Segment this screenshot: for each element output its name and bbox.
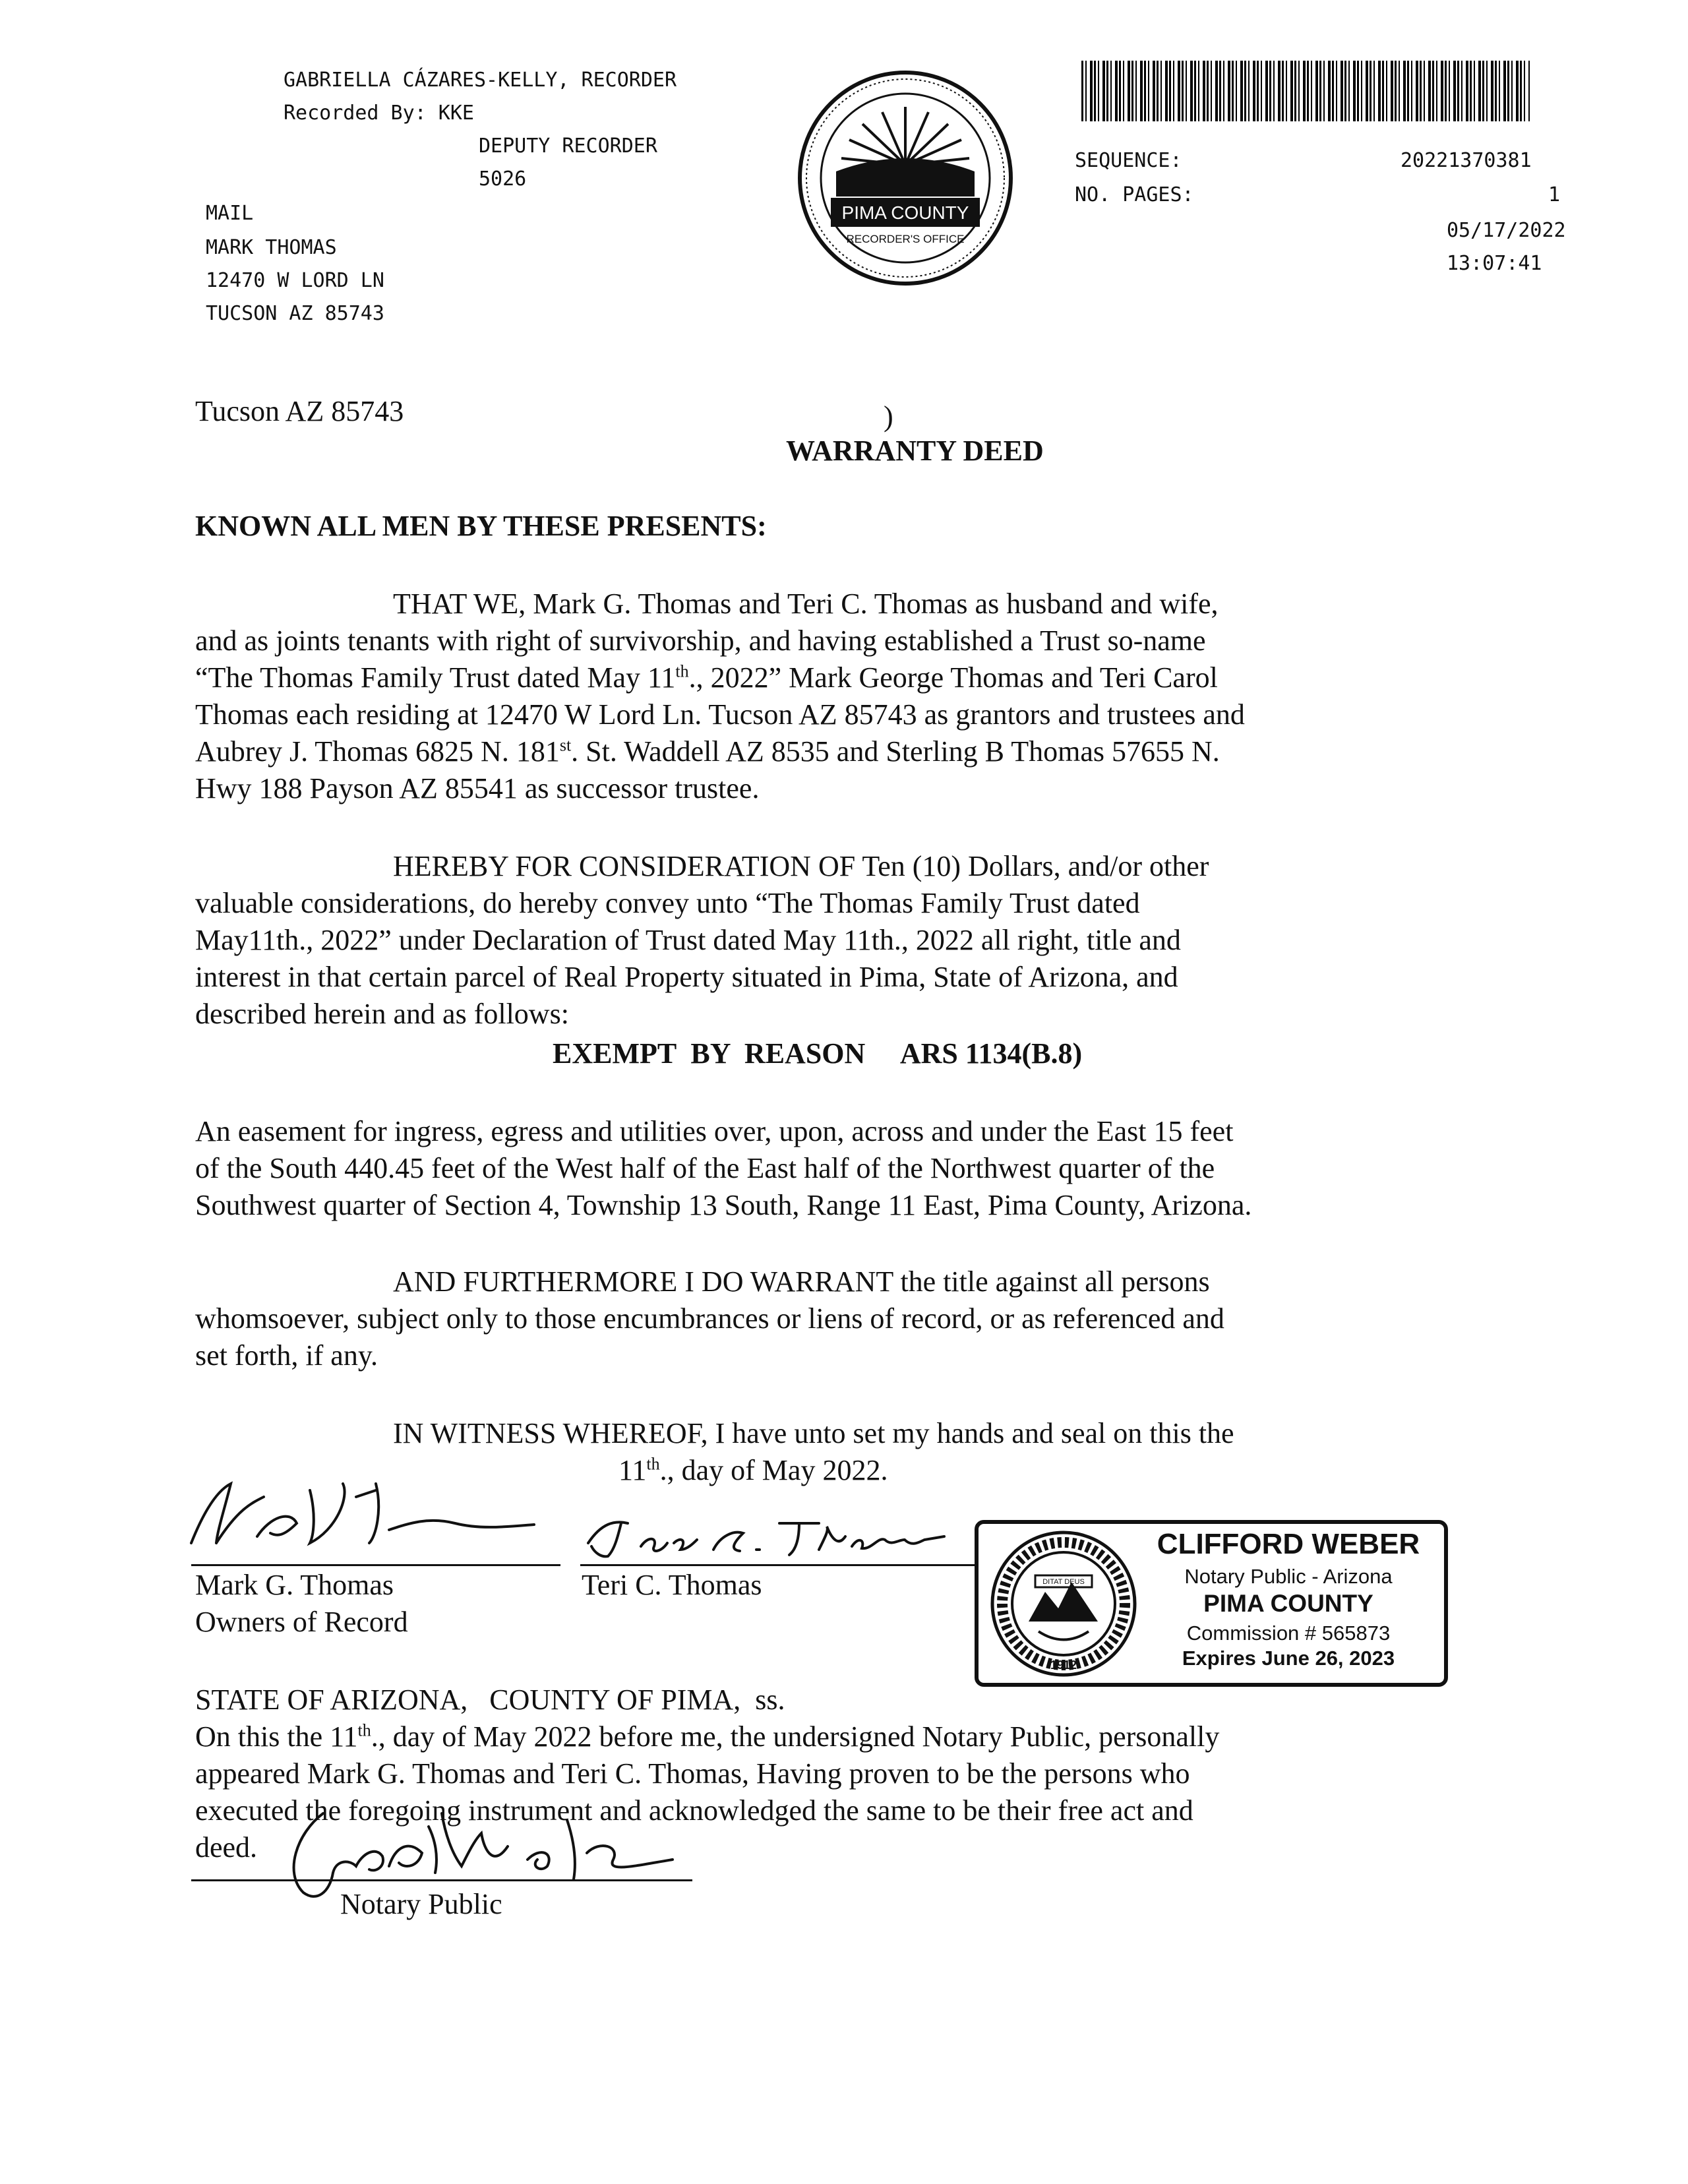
- ack-line: appeared Mark G. Thomas and Teri C. Thomas, Having proven to be the persons who: [195, 1757, 1190, 1790]
- return-city: Tucson AZ 85743: [195, 395, 404, 427]
- recording-date: 05/17/2022: [1447, 219, 1566, 242]
- caption-paren: ): [884, 400, 893, 433]
- sequence-label: SEQUENCE:: [1075, 149, 1182, 172]
- p1-line: “The Thomas Family Trust dated May 11th., 2022” Mark George Thomas and Teri Carol: [195, 661, 1218, 694]
- ack-line: On this the 11th., day of May 2022 before me, the undersigned Notary Public, personally: [195, 1720, 1220, 1753]
- seal-office: RECORDER'S OFFICE: [846, 233, 965, 245]
- legal-description-line: Southwest quarter of Section 4, Township 13 South, Range 11 East, Pima County, Arizona.: [195, 1189, 1252, 1221]
- signature-teri-thomas: [582, 1510, 951, 1563]
- legal-description-line: of the South 440.45 feet of the West half of the East half of the Northwest quarter of the: [195, 1152, 1215, 1184]
- ack-line: deed.: [195, 1831, 258, 1864]
- p2-line: valuable considerations, do hereby convey unto “The Thomas Family Trust dated: [195, 887, 1140, 919]
- signature-line-mark: [191, 1564, 560, 1566]
- notary-public-label: Notary Public: [340, 1888, 502, 1920]
- notary-stamp-title: Notary Public - Arizona: [1184, 1565, 1393, 1588]
- p1-line: Aubrey J. Thomas 6825 N. 181st. St. Waddell AZ 8535 and Sterling B Thomas 57655 N.: [195, 735, 1220, 768]
- notary-stamp-name: CLIFFORD WEBER: [1157, 1528, 1420, 1560]
- deed-opening: KNOWN ALL MEN BY THESE PRESENTS:: [195, 510, 767, 542]
- mail-city: TUCSON AZ 85743: [206, 302, 384, 325]
- p2-line: HEREBY FOR CONSIDERATION OF Ten (10) Dollars, and/or other: [393, 850, 1209, 882]
- deed-title: WARRANTY DEED: [786, 435, 1044, 467]
- deputy-recorder: DEPUTY RECORDER: [479, 135, 657, 158]
- ack-line: executed the foregoing instrument and acknowledged the same to be their free act and: [195, 1794, 1193, 1827]
- recording-barcode: [1081, 61, 1530, 121]
- seal-county: PIMA COUNTY: [841, 202, 969, 223]
- p4-line: AND FURTHERMORE I DO WARRANT the title against all persons: [393, 1265, 1210, 1298]
- p1-line: and as joints tenants with right of survivorship, and having established a Trust so-name: [195, 624, 1206, 657]
- signer-teri-thomas: Teri C. Thomas: [582, 1569, 762, 1601]
- arizona-state-seal: [989, 1529, 1138, 1678]
- witness-line: IN WITNESS WHEREOF, I have unto set my hands and seal on this the: [393, 1417, 1234, 1449]
- signature-mark-thomas: [178, 1471, 547, 1556]
- mail-street: 12470 W LORD LN: [206, 269, 384, 292]
- p1-line: THAT WE, Mark G. Thomas and Teri C. Thomas as husband and wife,: [393, 588, 1219, 620]
- mail-name: MARK THOMAS: [206, 236, 337, 259]
- owners-of-record: Owners of Record: [195, 1606, 408, 1638]
- signature-line-notary: [191, 1879, 692, 1881]
- recorder-name: GABRIELLA CÁZARES-KELLY, RECORDER: [284, 69, 677, 92]
- p4-line: set forth, if any.: [195, 1339, 378, 1372]
- sequence-number: 20221370381: [1401, 149, 1532, 172]
- pages-label: NO. PAGES:: [1075, 183, 1194, 206]
- notary-stamp-expires: Expires June 26, 2023: [1182, 1647, 1395, 1670]
- deputy-number: 5026: [479, 167, 527, 191]
- recording-time: 13:07:41: [1447, 252, 1542, 275]
- pima-county-seal: [797, 66, 1014, 290]
- pages-count: 1: [1548, 183, 1561, 206]
- p1-line: Hwy 188 Payson AZ 85541 as successor trustee.: [195, 772, 760, 804]
- witness-date: 11th., day of May 2022.: [618, 1454, 888, 1486]
- exempt-reason: EXEMPT BY REASON ARS 1134(B.8): [553, 1037, 1083, 1070]
- p2-line: interest in that certain parcel of Real Property situated in Pima, State of Arizona, and: [195, 961, 1178, 993]
- p2-line: described herein and as follows:: [195, 998, 569, 1030]
- p4-line: whomsoever, subject only to those encumbrances or liens of record, or as referenced and: [195, 1302, 1224, 1335]
- mail-label: MAIL: [206, 202, 254, 225]
- p1-line: Thomas each residing at 12470 W Lord Ln. Tucson AZ 85743 as grantors and trustees and: [195, 698, 1245, 731]
- seal-motto: DITAT DEUS: [1042, 1578, 1085, 1586]
- signature-line-teri: [580, 1564, 976, 1566]
- recorded-by: Recorded By: KKE: [284, 102, 474, 125]
- svg-text:1912: 1912: [1050, 1658, 1077, 1672]
- notary-stamp-commission: Commission # 565873: [1186, 1622, 1391, 1645]
- signer-mark-thomas: Mark G. Thomas: [195, 1569, 394, 1601]
- notary-stamp-county: PIMA COUNTY: [1203, 1590, 1373, 1617]
- legal-description-line: An easement for ingress, egress and utilities over, upon, across and under the East 15 feet: [195, 1115, 1234, 1147]
- p2-line: May11th., 2022” under Declaration of Trust dated May 11th., 2022 all right, title and: [195, 924, 1181, 956]
- notary-stamp: [975, 1520, 1448, 1687]
- ack-venue: STATE OF ARIZONA, COUNTY OF PIMA, ss.: [195, 1684, 785, 1716]
